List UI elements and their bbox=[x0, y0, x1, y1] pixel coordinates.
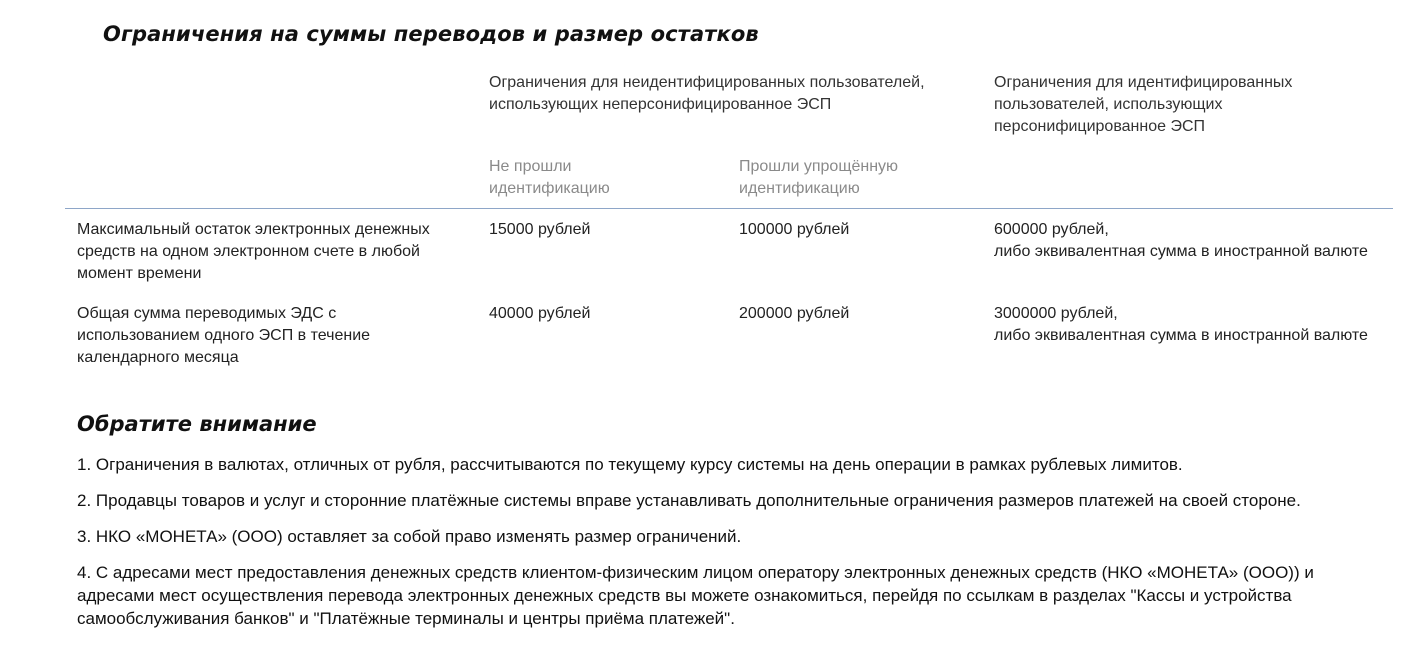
row-label-line: использованием одного ЭСП в течение bbox=[77, 327, 371, 344]
header-unidentified-users bbox=[489, 72, 969, 116]
page-title: Ограничения на суммы переводов и размер остатков bbox=[103, 22, 759, 46]
row-label-line: средств на одном электронном счете в любой bbox=[77, 243, 420, 260]
note-line: 2. Продавцы товаров и услуг и сторонние платёжные системы вправе устанавливать дополнительные ограничения размеров платежей на своей стороне. bbox=[77, 491, 1301, 510]
subheader-line: Прошли упрощённую bbox=[739, 158, 899, 175]
row-label-line: календарного месяца bbox=[77, 349, 239, 366]
cell-monthly-transfers-simplified: 200000 рублей bbox=[739, 305, 850, 322]
subheader-simplified-identification bbox=[739, 156, 979, 200]
cell-line: либо эквивалентная сумма в иностранной валюте bbox=[994, 327, 1368, 344]
header-identified-users bbox=[994, 72, 1374, 138]
subheader-not-identified bbox=[489, 156, 719, 200]
note-line: 4. С адресами мест предоставления денежных средств клиентом-физическим лицом оператору электронных денежных средств (НКО «МОНЕТА» (ООО)) и bbox=[77, 563, 1314, 582]
row-label-line: Общая сумма переводимых ЭДС с bbox=[77, 305, 337, 322]
subheader-line: Не прошли bbox=[489, 158, 572, 175]
note-item-4 bbox=[77, 561, 1377, 630]
note-line: 3. НКО «МОНЕТА» (ООО) оставляет за собой право изменять размер ограничений. bbox=[77, 527, 742, 546]
header-line: использующих неперсонифицированное ЭСП bbox=[489, 96, 832, 113]
row-label-max-balance bbox=[77, 219, 477, 285]
cell-line: либо эквивалентная сумма в иностранной валюте bbox=[994, 243, 1368, 260]
header-line: Ограничения для неидентифицированных пользователей, bbox=[489, 74, 925, 91]
subheader-line: идентификацию bbox=[739, 180, 860, 197]
cell-line: 3000000 рублей, bbox=[994, 305, 1118, 322]
row-label-line: Максимальный остаток электронных денежных bbox=[77, 221, 430, 238]
cell-monthly-transfers-identified bbox=[994, 303, 1414, 347]
cell-monthly-transfers-not-identified: 40000 рублей bbox=[489, 305, 591, 322]
note-item-3 bbox=[77, 525, 1377, 548]
notes-title: Обратите внимание bbox=[77, 412, 317, 436]
header-line: пользователей, использующих bbox=[994, 96, 1223, 113]
cell-max-balance-simplified: 100000 рублей bbox=[739, 221, 850, 238]
header-line: персонифицированное ЭСП bbox=[994, 118, 1205, 135]
note-item-1 bbox=[77, 453, 1377, 476]
note-line: самообслуживания банков" и "Платёжные терминалы и центры приёма платежей". bbox=[77, 609, 735, 628]
row-label-line: момент времени bbox=[77, 265, 202, 282]
note-line: 1. Ограничения в валютах, отличных от рубля, рассчитываются по текущему курсу системы на день операции в рамках рублевых лимитов. bbox=[77, 455, 1183, 474]
note-item-2 bbox=[77, 489, 1377, 512]
header-line: Ограничения для идентифицированных bbox=[994, 74, 1293, 91]
cell-max-balance-not-identified: 15000 рублей bbox=[489, 221, 591, 238]
table-header-divider bbox=[65, 208, 1393, 209]
note-line: адресами мест осуществления перевода электронных денежных средств вы можете ознакомиться, перейдя по ссылкам в разделах "Кассы и устройства bbox=[77, 586, 1292, 605]
row-label-monthly-transfers bbox=[77, 303, 477, 369]
subheader-line: идентификацию bbox=[489, 180, 610, 197]
cell-max-balance-identified bbox=[994, 219, 1414, 263]
cell-line: 600000 рублей, bbox=[994, 221, 1109, 238]
